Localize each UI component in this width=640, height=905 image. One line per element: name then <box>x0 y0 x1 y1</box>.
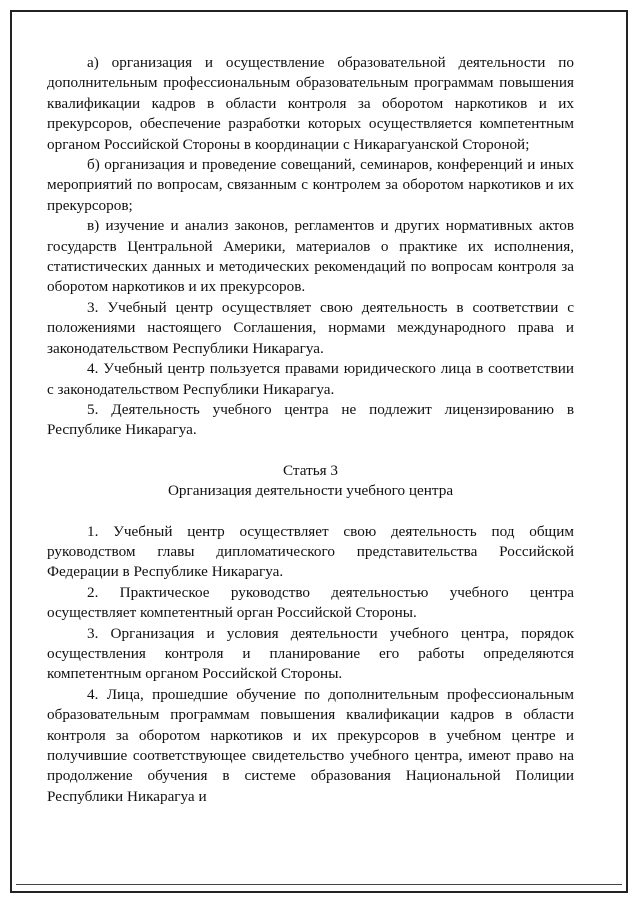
spacer <box>47 502 574 522</box>
paragraph-a: а) организация и осуществление образовательной деятельности по дополнительным профессиональным образовательным программам повышения квалификации кадров в области контроля за оборотом наркотиков и их прекурсоров, обеспечение разработки которых осуществляется компетентным органом Российской Стороны в координации с Никарагуанской Стороной; <box>47 54 574 153</box>
article-paragraph-2: 2. Практическое руководство деятельностью учебного центра осуществляет компетентный орган Российской Стороны. <box>47 583 574 622</box>
article-paragraph-1: 1. Учебный центр осуществляет свою деятельность под общим руководством главы дипломатического представительства Российской Федерации в Республике Никарагуа. <box>47 522 574 581</box>
paragraph-3: 3. Учебный центр осуществляет свою деятельность в соответствии с положениями настоящего Соглашения, нормами международного права и законодательством Республики Никарагуа. <box>47 298 574 357</box>
paragraph-v: в) изучение и анализ законов, регламентов и других нормативных актов государств Центральной Америки, материалов о практике их исполнения, статистических данных и методических рекомендаций по вопросам контроля за оборотом наркотиков и их прекурсоров. <box>47 217 574 296</box>
article-number: Статья 3 <box>282 461 339 479</box>
article-paragraph-3: 3. Организация и условия деятельности учебного центра, порядок осуществления контроля и планирование его работы определяются компетентным органом Российской Стороны. <box>47 624 574 683</box>
paragraph-5: 5. Деятельность учебного центра не подлежит лицензированию в Республике Никарагуа. <box>47 400 574 439</box>
document-body <box>47 53 574 807</box>
article-title: Организация деятельности учебного центра <box>167 482 454 500</box>
paragraph-4: 4. Учебный центр пользуется правами юридического лица в соответствии с законодательством Республики Никарагуа. <box>47 360 574 398</box>
spacer <box>47 441 574 461</box>
bottom-rule <box>16 884 622 885</box>
paragraph-b: б) организация и проведение совещаний, семинаров, конференций и иных мероприятий по вопросам, связанным с контролем за оборотом наркотиков и их прекурсоров; <box>47 156 574 214</box>
article-paragraph-4: 4. Лица, прошедшие обучение по дополнительным профессиональным образовательным программам повышения квалификации кадров в области контроля за оборотом наркотиков и их прекурсоров в учебном центре и получившие соответствующее свидетельство учебного центра, имеют право на продолжение обучения в системе образования Национальной Полиции Республики Никарагуа и <box>47 685 574 805</box>
